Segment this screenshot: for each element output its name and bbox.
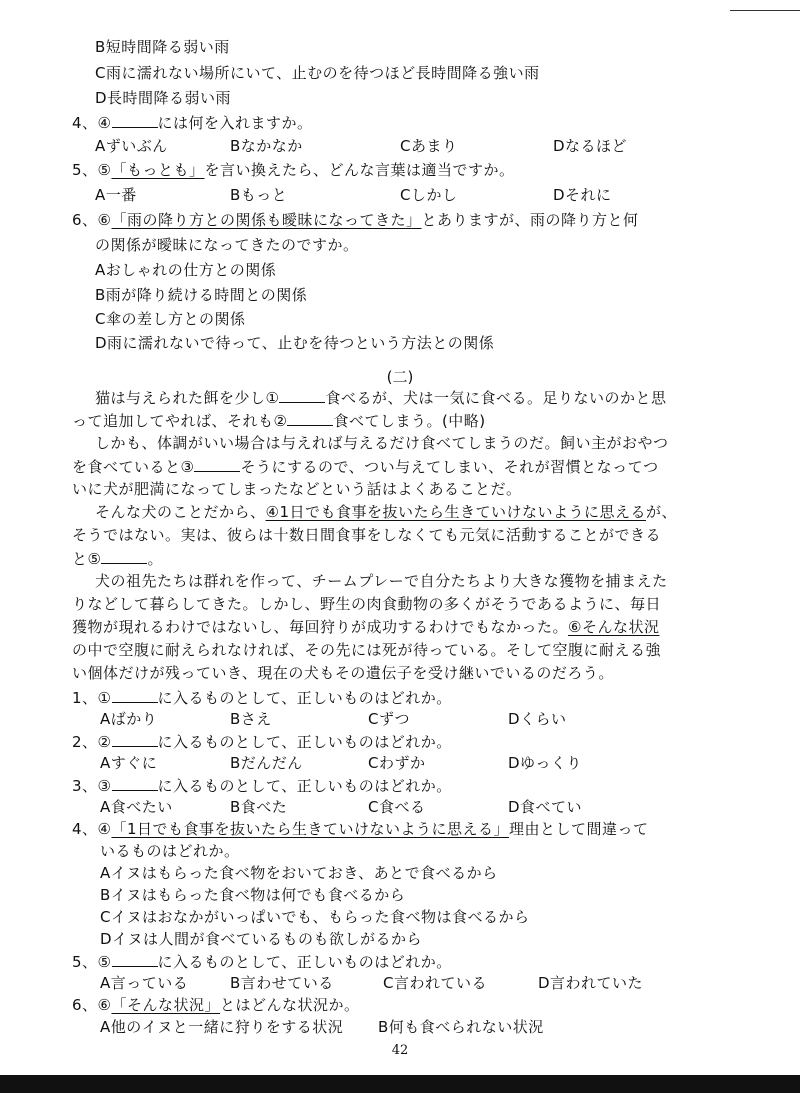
q1-option-d: Dくらい xyxy=(508,710,567,728)
text: と⑤ xyxy=(72,550,102,568)
q-text: に入るものとして、正しいものはどれか。 xyxy=(157,689,452,707)
answer-blank xyxy=(101,549,147,564)
q-text: に入るものとして、正しいものはどれか。 xyxy=(157,777,452,795)
s1-q5-option-c: Cしかし xyxy=(400,186,458,204)
question-6 xyxy=(72,996,360,1014)
s1-q5-option-b: Bもっと xyxy=(230,186,288,204)
s1-q5-prefix: 5、⑤ xyxy=(72,161,112,179)
text: そうにするので、つい与えてしまい、それが習慣となってつ xyxy=(240,458,659,476)
s1-q4-option-b: Bなかなか xyxy=(230,137,303,155)
q-text: とはどんな状況か。 xyxy=(220,996,360,1014)
q4-option-d: Dイヌは人間が食べているものも欲しがるから xyxy=(100,930,423,948)
answer-blank xyxy=(287,411,333,426)
q5-option-a: A言っている xyxy=(100,974,189,992)
q6-option-b-text: B何も食べられない状況 xyxy=(378,1018,544,1036)
s1-q3-option-c: C雨に濡れない場所にいて、止むのを待つほど長時間降る強い雨 xyxy=(95,64,540,82)
s1-q5-text: を言い換えたら、どんな言葉は適当ですか。 xyxy=(204,161,515,179)
question-4 xyxy=(72,820,649,838)
q4-line2: いるものはどれか。 xyxy=(100,842,240,860)
passage-p2-line3: いに犬が肥満になってしまったなどという話はよくあることだ。 xyxy=(72,480,522,498)
q3-option-c: C食べる xyxy=(368,798,426,816)
question-1 xyxy=(72,688,452,707)
q-prefix: 1、① xyxy=(72,689,112,707)
q4-option-c: Cイヌはおなかがいっぱいでも、もらった食べ物は食べるから xyxy=(100,908,530,926)
s1-q3-option-d: D長時間降る弱い雨 xyxy=(95,89,232,107)
text: そんな犬のことだから、 xyxy=(95,503,266,521)
q3-option-b: B食べた xyxy=(230,798,288,816)
q-quote: 「そんな状況」 xyxy=(111,996,221,1014)
q5-option-b: B言わせている xyxy=(230,974,334,992)
q6-option-a-text: A他のイヌと一緒に狩りをする状況 xyxy=(100,1018,344,1036)
text: 食べてしまう。(中略) xyxy=(333,412,486,430)
q3-option-d: D食べてい xyxy=(508,798,583,816)
q-text: 理由として間違って xyxy=(509,820,649,838)
page-number xyxy=(0,1043,800,1058)
s1-q4-option-d: Dなるほど xyxy=(553,137,628,155)
q2-option-d: Dゆっくり xyxy=(508,754,582,772)
underlined-text: ④1日でも食事を抜いたら生きていけないように思える xyxy=(265,503,647,521)
q-prefix: 4、④ xyxy=(72,820,112,838)
passage-p4-line4: の中で空腹に耐えられなければ、その先には死が待っている。そして空腹に耐える強 xyxy=(72,641,662,659)
underlined-text: ⑥そんな状況 xyxy=(568,618,660,636)
s1-q5-option-a: A一番 xyxy=(95,186,137,204)
s1-q6-option-c: C傘の差し方との関係 xyxy=(95,310,246,328)
q-prefix: 6、⑥ xyxy=(72,996,112,1014)
s1-q6-option-d: D雨に濡れないで待って、止むを待つという方法との関係 xyxy=(95,334,495,352)
q2-option-a: Aすぐに xyxy=(100,754,158,772)
answer-blank xyxy=(112,776,158,791)
s1-q3-option-b: B短時間降る弱い雨 xyxy=(95,38,230,56)
q1-option-c: Cずつ xyxy=(368,710,410,728)
text: 猫は与えられた餌を少し① xyxy=(95,389,280,407)
q-quote: 「1日でも食事を抜いたら生きていけないように思える」 xyxy=(111,820,510,838)
passage-p2-line2 xyxy=(72,457,659,476)
s1-q6-option-b: B雨が降り続ける時間との関係 xyxy=(95,286,308,304)
passage-p4-line5: い個体だけが残っていき、現在の犬もその遺伝子を受け継いでいるのだろう。 xyxy=(72,664,614,682)
q-prefix: 2、② xyxy=(72,733,112,751)
passage-p4-line2: りなどして暮らしてきた。しかし、野生の肉食動物の多くがそうであるように、毎日 xyxy=(72,595,662,613)
text: って追加してやれば、それも② xyxy=(72,412,288,430)
question-2 xyxy=(72,732,452,751)
s1-q6-line2: の関係が曖昧になってきたのですか。 xyxy=(95,236,359,254)
page-number-text: 42 xyxy=(391,1043,409,1058)
s1-q5-quote: 「もっとも」 xyxy=(111,161,205,179)
s1-question-4 xyxy=(72,113,313,132)
answer-blank xyxy=(112,952,158,967)
s1-q4-prefix: 4、④ xyxy=(72,114,112,132)
section-heading: (二) xyxy=(386,368,414,386)
q4-option-a: Aイヌはもらった食べ物をおいておき、あとで食べるから xyxy=(100,864,498,882)
answer-blank xyxy=(112,688,158,703)
q-prefix: 5、⑤ xyxy=(72,953,112,971)
passage-p4-line1: 犬の祖先たちは群れを作って、チームプレーで自分たちより大きな獲物を捕まえた xyxy=(95,572,668,590)
s1-q4-option-c: Cあまり xyxy=(400,137,458,155)
answer-blank xyxy=(112,113,158,128)
answer-blank xyxy=(279,388,325,403)
passage-p4-line3 xyxy=(72,618,659,636)
passage-p1-line1 xyxy=(95,388,666,407)
passage-p3-line1 xyxy=(95,503,677,521)
question-3 xyxy=(72,776,452,795)
s1-q6-option-a: Aおしゃれの仕方との関係 xyxy=(95,261,277,279)
q2-option-b: Bだんだん xyxy=(230,754,303,772)
bottom-scan-bar xyxy=(0,1075,800,1093)
answer-blank xyxy=(194,457,240,472)
top-rule xyxy=(730,10,800,11)
q5-option-d: D言われていた xyxy=(538,974,644,992)
s1-question-5 xyxy=(72,161,515,179)
q6-option-b xyxy=(378,1018,544,1036)
passage-p3-line2: そうではない。実は、彼らは十数日間食事をしなくても元気に活動することができる xyxy=(72,526,662,544)
text: 食べるが、犬は一気に食べる。足りないのかと思 xyxy=(325,389,667,407)
q6-option-a xyxy=(100,1018,343,1036)
s1-q6-quote: 「雨の降り方との関係も曖昧になってきた」 xyxy=(111,211,422,229)
text: を食べていると③ xyxy=(72,458,195,476)
question-5 xyxy=(72,952,452,971)
q-text: に入るものとして、正しいものはどれか。 xyxy=(157,953,452,971)
s1-q6-prefix: 6、⑥ xyxy=(72,211,112,229)
q1-option-a: Aばかり xyxy=(100,710,158,728)
s1-question-6 xyxy=(72,211,639,229)
q4-option-b: Bイヌはもらった食べ物は何でも食べるから xyxy=(100,886,406,904)
s1-q5-option-d: Dそれに xyxy=(553,186,612,204)
q3-option-a: A食べたい xyxy=(100,798,173,816)
q5-option-c: C言われている xyxy=(383,974,487,992)
text: 獲物が現れるわけではないし、毎回狩りが成功するわけでもなかった。 xyxy=(72,618,569,636)
s1-q4-option-a: Aずいぶん xyxy=(95,137,168,155)
passage-p2-line1: しかも、体調がいい場合は与えれば与えるだけ食べてしまうのだ。飼い主がおやつ xyxy=(95,434,669,452)
q-text: に入るものとして、正しいものはどれか。 xyxy=(157,733,452,751)
q1-option-b: Bさえ xyxy=(230,710,272,728)
s1-q6-text: とありますが、雨の降り方と何 xyxy=(421,211,639,229)
text: 。 xyxy=(147,550,163,568)
q2-option-c: Cわずか xyxy=(368,754,426,772)
text: が、 xyxy=(646,503,678,521)
answer-blank xyxy=(112,732,158,747)
s1-q4-text: には何を入れますか。 xyxy=(157,114,313,132)
passage-p3-line3 xyxy=(72,549,163,568)
passage-p1-line2 xyxy=(72,411,486,430)
q-prefix: 3、③ xyxy=(72,777,112,795)
